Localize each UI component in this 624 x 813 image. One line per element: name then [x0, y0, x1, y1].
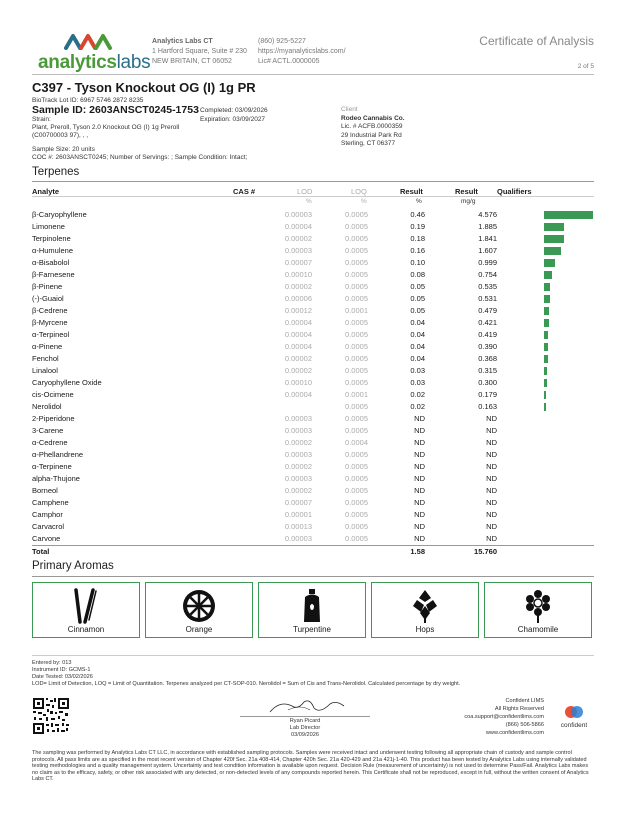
lab-website-link[interactable]: https://myanalyticslabs.com/	[258, 48, 346, 55]
table-row	[32, 281, 594, 293]
loq-value: 0.0004	[345, 438, 368, 447]
lims-email-link[interactable]: coa.support@confidentlims.com	[464, 714, 544, 720]
hops-icon	[409, 588, 441, 624]
result-percent: ND	[414, 414, 425, 423]
table-row	[32, 425, 594, 437]
result-mgg: 0.390	[478, 342, 497, 351]
header-divider	[32, 74, 594, 75]
loq-value: 0.0005	[345, 330, 368, 339]
analyte-name: α-Terpinene	[32, 462, 72, 471]
client-label: Client	[341, 106, 358, 113]
qualifier-bar	[544, 295, 550, 303]
aroma-card-turpentine	[258, 582, 366, 638]
table-row	[32, 329, 594, 341]
table-row	[32, 437, 594, 449]
product-description: Plant, Preroll, Tyson 2.0 Knockout OG (I) 1g Preroll	[32, 124, 180, 131]
unit-result-percent: %	[416, 198, 422, 205]
lod-value: 0.00004	[284, 330, 312, 339]
loq-value: 0.0005	[345, 498, 368, 507]
loq-value: 0.0005	[345, 246, 368, 255]
signer-block	[240, 718, 370, 738]
logo-main-text: analytics	[38, 52, 117, 73]
aroma-label-chamomile: Chamomile	[517, 625, 559, 634]
result-mgg: ND	[486, 498, 497, 507]
lab-contact	[258, 37, 346, 67]
loq-value: 0.0001	[345, 306, 368, 315]
confident-logo-icon	[563, 704, 585, 720]
table-row	[32, 521, 594, 533]
result-percent: ND	[414, 510, 425, 519]
result-percent: 0.03	[410, 366, 425, 375]
table-row	[32, 233, 594, 245]
analyte-name: α-Phellandrene	[32, 450, 84, 459]
result-mgg: ND	[486, 450, 497, 459]
analyte-name: Caryophyllene Oxide	[32, 378, 102, 387]
lod-value: 0.00003	[284, 246, 312, 255]
header-lod: LOD	[297, 187, 313, 196]
sample-id: Sample ID: 2603ANSCT0245-1753	[32, 104, 199, 116]
result-percent: 0.19	[410, 222, 425, 231]
qualifier-bar	[544, 403, 546, 411]
lod-value: 0.00007	[284, 498, 312, 507]
aroma-label-orange: Orange	[185, 625, 213, 634]
cinnamon-icon	[71, 588, 101, 624]
table-row	[32, 245, 594, 257]
loq-value: 0.0005	[345, 234, 368, 243]
aroma-card-chamomile	[484, 582, 592, 638]
lod-value: 0.00002	[284, 366, 312, 375]
result-percent: 0.16	[410, 246, 425, 255]
total-mgg: 15.760	[474, 547, 497, 556]
header-qualifiers: Qualifiers	[497, 187, 532, 196]
analyte-name: Carvacrol	[32, 522, 65, 531]
table-row	[32, 353, 594, 365]
analyte-name: α-Bisabolol	[32, 258, 70, 267]
chamomile-icon	[524, 588, 552, 624]
table-row	[32, 377, 594, 389]
result-mgg: 4.576	[478, 210, 497, 219]
biotrack-lot-id: BioTrack Lot ID: 6967 5746 2872 8235	[32, 97, 144, 104]
lod-value: 0.00002	[284, 438, 312, 447]
table-row	[32, 389, 594, 401]
table-row	[32, 461, 594, 473]
result-mgg: 0.179	[478, 390, 497, 399]
confident-logo	[554, 704, 594, 729]
lab-info	[152, 37, 247, 67]
lod-value: 0.00003	[284, 474, 312, 483]
loq-value: 0.0005	[345, 402, 368, 411]
dates-block	[200, 106, 268, 124]
lod-value: 0.00003	[284, 534, 312, 543]
aromas-divider	[32, 576, 594, 577]
entered-by: Entered by: 013	[32, 660, 72, 666]
loq-value: 0.0005	[345, 258, 368, 267]
client-address-line2: Sterling, CT 06377	[341, 140, 396, 147]
analyte-name: α-Humulene	[32, 246, 74, 255]
analyte-name: Carvone	[32, 534, 61, 543]
loq-value: 0.0005	[345, 378, 368, 387]
disclaimer-text: The sampling was performed by Analytics Labs CT LLC, in accordance with established sampling protocols. Samples were received intact and underwent testing following all appropriate chain of custody and sample control protocols. All pass limits are as specified in the most recent version of Chapter 420f Sec. 21a 408-414, Chapter 420h Sec. 21a 420-429 and 21a 421j-1-40. This product has been tested by Analytics Labs using internally validated testing methodologies and a quality management system. Uncertainty and test condition information is available upon request. Decision Rule (measurement of uncertainty) is not used to determine Pass/Fail. Analytics Labs makes no claim as to the efficacy, safety, or other risk associated with any detected, or non-detected levels of any compounds reported herein. This Certificate shall not be reproduced, except in full, without the written consent of Analytics Labs CT.	[32, 750, 589, 783]
lod-value: 0.00004	[284, 318, 312, 327]
orange-icon	[181, 588, 217, 624]
lod-value: 0.00003	[284, 414, 312, 423]
client-address-line1: 29 Industrial Park Rd	[341, 131, 402, 139]
coc-info: COC #: 2603ANSCT0245; Number of Servings: ; Sample Condition: Intact;	[32, 154, 248, 161]
product-title: C397 - Tyson Knockout OG (I) 1g PR	[32, 80, 256, 95]
header-result-percent: Result	[400, 187, 423, 196]
table-row	[32, 533, 594, 545]
lab-address-line1: 1 Hartford Square, Suite # 230	[152, 48, 247, 55]
header-loq: LOQ	[351, 187, 367, 196]
product-code: (C00700003 97), , ,	[32, 132, 89, 139]
result-mgg: ND	[486, 426, 497, 435]
analyte-name: α-Pinene	[32, 342, 63, 351]
lims-rights: All Rights Reserved	[494, 706, 544, 712]
analyte-name: 3-Carene	[32, 426, 64, 435]
analyte-name: Camphene	[32, 498, 69, 507]
result-percent: 0.46	[410, 210, 425, 219]
result-mgg: ND	[486, 486, 497, 495]
lod-value: 0.00007	[284, 258, 312, 267]
qualifier-bar	[544, 235, 564, 243]
lims-info	[464, 697, 544, 737]
lod-value: 0.00003	[284, 426, 312, 435]
table-row	[32, 449, 594, 461]
aroma-card-cinnamon	[32, 582, 140, 638]
terpenes-section-title: Terpenes	[32, 166, 80, 178]
logo-mark-icon	[64, 30, 118, 50]
result-mgg: 0.368	[478, 354, 497, 363]
qualifier-bar	[544, 271, 552, 279]
result-percent: 0.08	[410, 270, 425, 279]
table-row	[32, 365, 594, 377]
analyte-name: β-Myrcene	[32, 318, 68, 327]
result-mgg: 1.841	[478, 234, 497, 243]
result-mgg: 0.479	[478, 306, 497, 315]
total-percent: 1.58	[410, 547, 425, 556]
signer-title: Lab Director	[289, 724, 321, 731]
turpentine-icon	[300, 588, 324, 624]
loq-value: 0.0005	[345, 318, 368, 327]
loq-value: 0.0005	[345, 522, 368, 531]
unit-result-mgg: mg/g	[461, 198, 476, 205]
result-mgg: ND	[486, 438, 497, 447]
result-percent: ND	[414, 474, 425, 483]
analyte-name: Borneol	[32, 486, 58, 495]
lod-value: 0.00004	[284, 222, 312, 231]
qualifier-bar	[544, 343, 548, 351]
result-percent: 0.10	[410, 258, 425, 267]
result-percent: 0.05	[410, 282, 425, 291]
aromas-section-title: Primary Aromas	[32, 560, 114, 572]
analyte-name: Limonene	[32, 222, 65, 231]
signer-date: 03/09/2026	[291, 731, 319, 738]
loq-value: 0.0005	[345, 294, 368, 303]
date-tested: Date Tested: 03/02/2026	[32, 674, 93, 680]
result-percent: ND	[414, 486, 425, 495]
result-percent: 0.04	[410, 354, 425, 363]
lod-value: 0.00010	[284, 270, 312, 279]
logo-text	[38, 52, 150, 74]
lod-value: 0.00002	[284, 282, 312, 291]
result-mgg: 0.535	[478, 282, 497, 291]
table-row	[32, 497, 594, 509]
instrument-id: Instrument ID: GCMS-1	[32, 667, 91, 673]
aroma-label-turpentine: Turpentine	[293, 625, 331, 634]
qualifier-bar	[544, 211, 593, 219]
logo-sub-text: labs	[116, 52, 151, 73]
table-row	[32, 473, 594, 485]
result-mgg: 0.531	[478, 294, 497, 303]
result-percent: ND	[414, 522, 425, 531]
completed-date: Completed: 03/09/2026	[200, 107, 268, 114]
result-percent: 0.05	[410, 294, 425, 303]
analyte-name: β-Pinene	[32, 282, 63, 291]
lod-value: 0.00002	[284, 462, 312, 471]
expiration-date: Expiration: 03/09/2027	[200, 116, 266, 123]
lod-value: 0.00004	[284, 390, 312, 399]
lod-value: 0.00001	[284, 510, 312, 519]
lab-address-line2: NEW BRITAIN, CT 06052	[152, 58, 232, 65]
result-percent: 0.04	[410, 342, 425, 351]
lod-value: 0.00003	[284, 210, 312, 219]
header-underline	[32, 196, 594, 197]
lims-phone: (866) 506-5866	[505, 722, 544, 728]
analyte-name: Fenchol	[32, 354, 59, 363]
result-percent: 0.05	[410, 306, 425, 315]
qualifier-bar	[544, 367, 547, 375]
sample-size: Sample Size: 20 units	[32, 146, 95, 153]
result-percent: 0.04	[410, 330, 425, 339]
result-percent: ND	[414, 534, 425, 543]
result-percent: 0.18	[410, 234, 425, 243]
table-row	[32, 269, 594, 281]
loq-value: 0.0005	[345, 342, 368, 351]
lod-value: 0.00002	[284, 486, 312, 495]
lod-value: 0.00006	[284, 294, 312, 303]
result-percent: 0.02	[410, 402, 425, 411]
loq-value: 0.0005	[345, 462, 368, 471]
table-row	[32, 401, 594, 413]
table-total-row	[32, 545, 594, 557]
result-mgg: 0.999	[478, 258, 497, 267]
table-row	[32, 209, 594, 221]
confident-logo-text: confident	[560, 722, 588, 729]
lod-value: 0.00013	[284, 522, 312, 531]
analyte-name: cis-Ocimene	[32, 390, 74, 399]
document-title: Certificate of Analysis	[479, 34, 594, 48]
result-percent: 0.02	[410, 390, 425, 399]
analyte-name: β-Caryophyllene	[32, 210, 87, 219]
strain-label: Strain:	[32, 116, 51, 123]
table-row	[32, 305, 594, 317]
qualifier-bar	[544, 355, 548, 363]
lims-name: Confident LIMS	[505, 698, 544, 704]
result-percent: ND	[414, 438, 425, 447]
lod-value: 0.00004	[284, 342, 312, 351]
result-mgg: ND	[486, 522, 497, 531]
loq-value: 0.0005	[345, 534, 368, 543]
lod-value: 0.00003	[284, 450, 312, 459]
loq-value: 0.0005	[345, 426, 368, 435]
client-block	[341, 106, 405, 149]
total-label: Total	[32, 547, 50, 556]
analyte-name: Linalool	[32, 366, 58, 375]
unit-lod: %	[306, 198, 312, 205]
lod-value: 0.00010	[284, 378, 312, 387]
result-mgg: ND	[486, 510, 497, 519]
result-mgg: ND	[486, 414, 497, 423]
lod-value: 0.00012	[284, 306, 312, 315]
table-row	[32, 413, 594, 425]
qualifier-bar	[544, 223, 564, 231]
lims-website-link[interactable]: www.confidentlims.com	[485, 730, 544, 736]
qualifier-bar	[544, 259, 555, 267]
result-percent: 0.04	[410, 318, 425, 327]
loq-value: 0.0005	[345, 270, 368, 279]
table-row	[32, 317, 594, 329]
client-name: Rodeo Cannabis Co.	[341, 114, 405, 122]
result-percent: ND	[414, 462, 425, 471]
header-cas: CAS #	[233, 187, 256, 196]
signature-icon	[240, 696, 370, 716]
qualifier-bar	[544, 307, 549, 315]
result-mgg: 0.163	[478, 402, 497, 411]
qualifier-bar	[544, 379, 547, 387]
footer-legend: LOD= Limit of Detection, LOQ = Limit of Quantitation. Terpenes analyzed per CT-SOP-010. Nerolidol = Sum of Cis and Trans-Nerolidol. Calculated percentage by dry weight.	[32, 681, 461, 687]
result-mgg: ND	[486, 462, 497, 471]
table-row	[32, 257, 594, 269]
analyte-name: Nerolidol	[32, 402, 62, 411]
table-row	[32, 221, 594, 233]
lab-phone: (860) 925-5227	[258, 38, 306, 45]
analyte-name: 2-Piperidone	[32, 414, 75, 423]
analyte-name: Camphor	[32, 510, 63, 519]
loq-value: 0.0005	[345, 450, 368, 459]
client-license: Lic. # ACFB.0000359	[341, 123, 403, 130]
qualifier-bar	[544, 391, 546, 399]
result-mgg: ND	[486, 534, 497, 543]
qualifier-bar	[544, 331, 548, 339]
lod-value: 0.00002	[284, 354, 312, 363]
lab-name: Analytics Labs CT	[152, 38, 213, 45]
loq-value: 0.0005	[345, 354, 368, 363]
qualifier-bar	[544, 319, 549, 327]
aroma-label-hops: Hops	[415, 625, 435, 634]
aroma-label-cinnamon: Cinnamon	[67, 625, 105, 634]
loq-value: 0.0001	[345, 390, 368, 399]
result-mgg: 0.419	[478, 330, 497, 339]
signature-line	[240, 716, 370, 717]
aroma-card-hops	[371, 582, 479, 638]
table-row	[32, 509, 594, 521]
loq-value: 0.0005	[345, 486, 368, 495]
lab-license: Lic# ACTL.0000005	[258, 58, 320, 65]
footer-divider	[32, 655, 594, 656]
signer-name: Ryan Picard	[289, 718, 321, 724]
result-mgg: 1.885	[478, 222, 497, 231]
header-result-mgg: Result	[455, 187, 478, 196]
analyte-name: α-Cedrene	[32, 438, 68, 447]
unit-loq: %	[361, 198, 367, 205]
result-percent: ND	[414, 450, 425, 459]
result-percent: 0.03	[410, 378, 425, 387]
result-mgg: 1.607	[478, 246, 497, 255]
analyte-name: β-Cedrene	[32, 306, 68, 315]
loq-value: 0.0005	[345, 222, 368, 231]
table-row	[32, 485, 594, 497]
header-analyte: Analyte	[32, 187, 60, 196]
result-mgg: 0.300	[478, 378, 497, 387]
result-mgg: 0.421	[478, 318, 497, 327]
qr-code-icon[interactable]	[32, 697, 70, 735]
lod-value: 0.00002	[284, 234, 312, 243]
result-mgg: 0.754	[478, 270, 497, 279]
table-row	[32, 341, 594, 353]
qualifier-bar	[544, 247, 561, 255]
result-mgg: 0.315	[478, 366, 497, 375]
page-number: 2 of 5	[577, 63, 594, 70]
terpenes-divider	[32, 181, 594, 182]
loq-value: 0.0005	[345, 282, 368, 291]
analyte-name: β-Farnesene	[32, 270, 75, 279]
loq-value: 0.0005	[345, 210, 368, 219]
result-percent: ND	[414, 426, 425, 435]
analyte-name: α-Terpineol	[32, 330, 70, 339]
result-percent: ND	[414, 498, 425, 507]
result-mgg: ND	[486, 474, 497, 483]
loq-value: 0.0005	[345, 414, 368, 423]
aroma-card-orange	[145, 582, 253, 638]
analyte-name: Terpinolene	[32, 234, 71, 243]
loq-value: 0.0005	[345, 366, 368, 375]
analytics-labs-logo	[38, 30, 151, 76]
loq-value: 0.0005	[345, 510, 368, 519]
loq-value: 0.0005	[345, 474, 368, 483]
analyte-name: (-)-Guaiol	[32, 294, 64, 303]
table-row	[32, 293, 594, 305]
analyte-name: alpha-Thujone	[32, 474, 80, 483]
qualifier-bar	[544, 283, 550, 291]
